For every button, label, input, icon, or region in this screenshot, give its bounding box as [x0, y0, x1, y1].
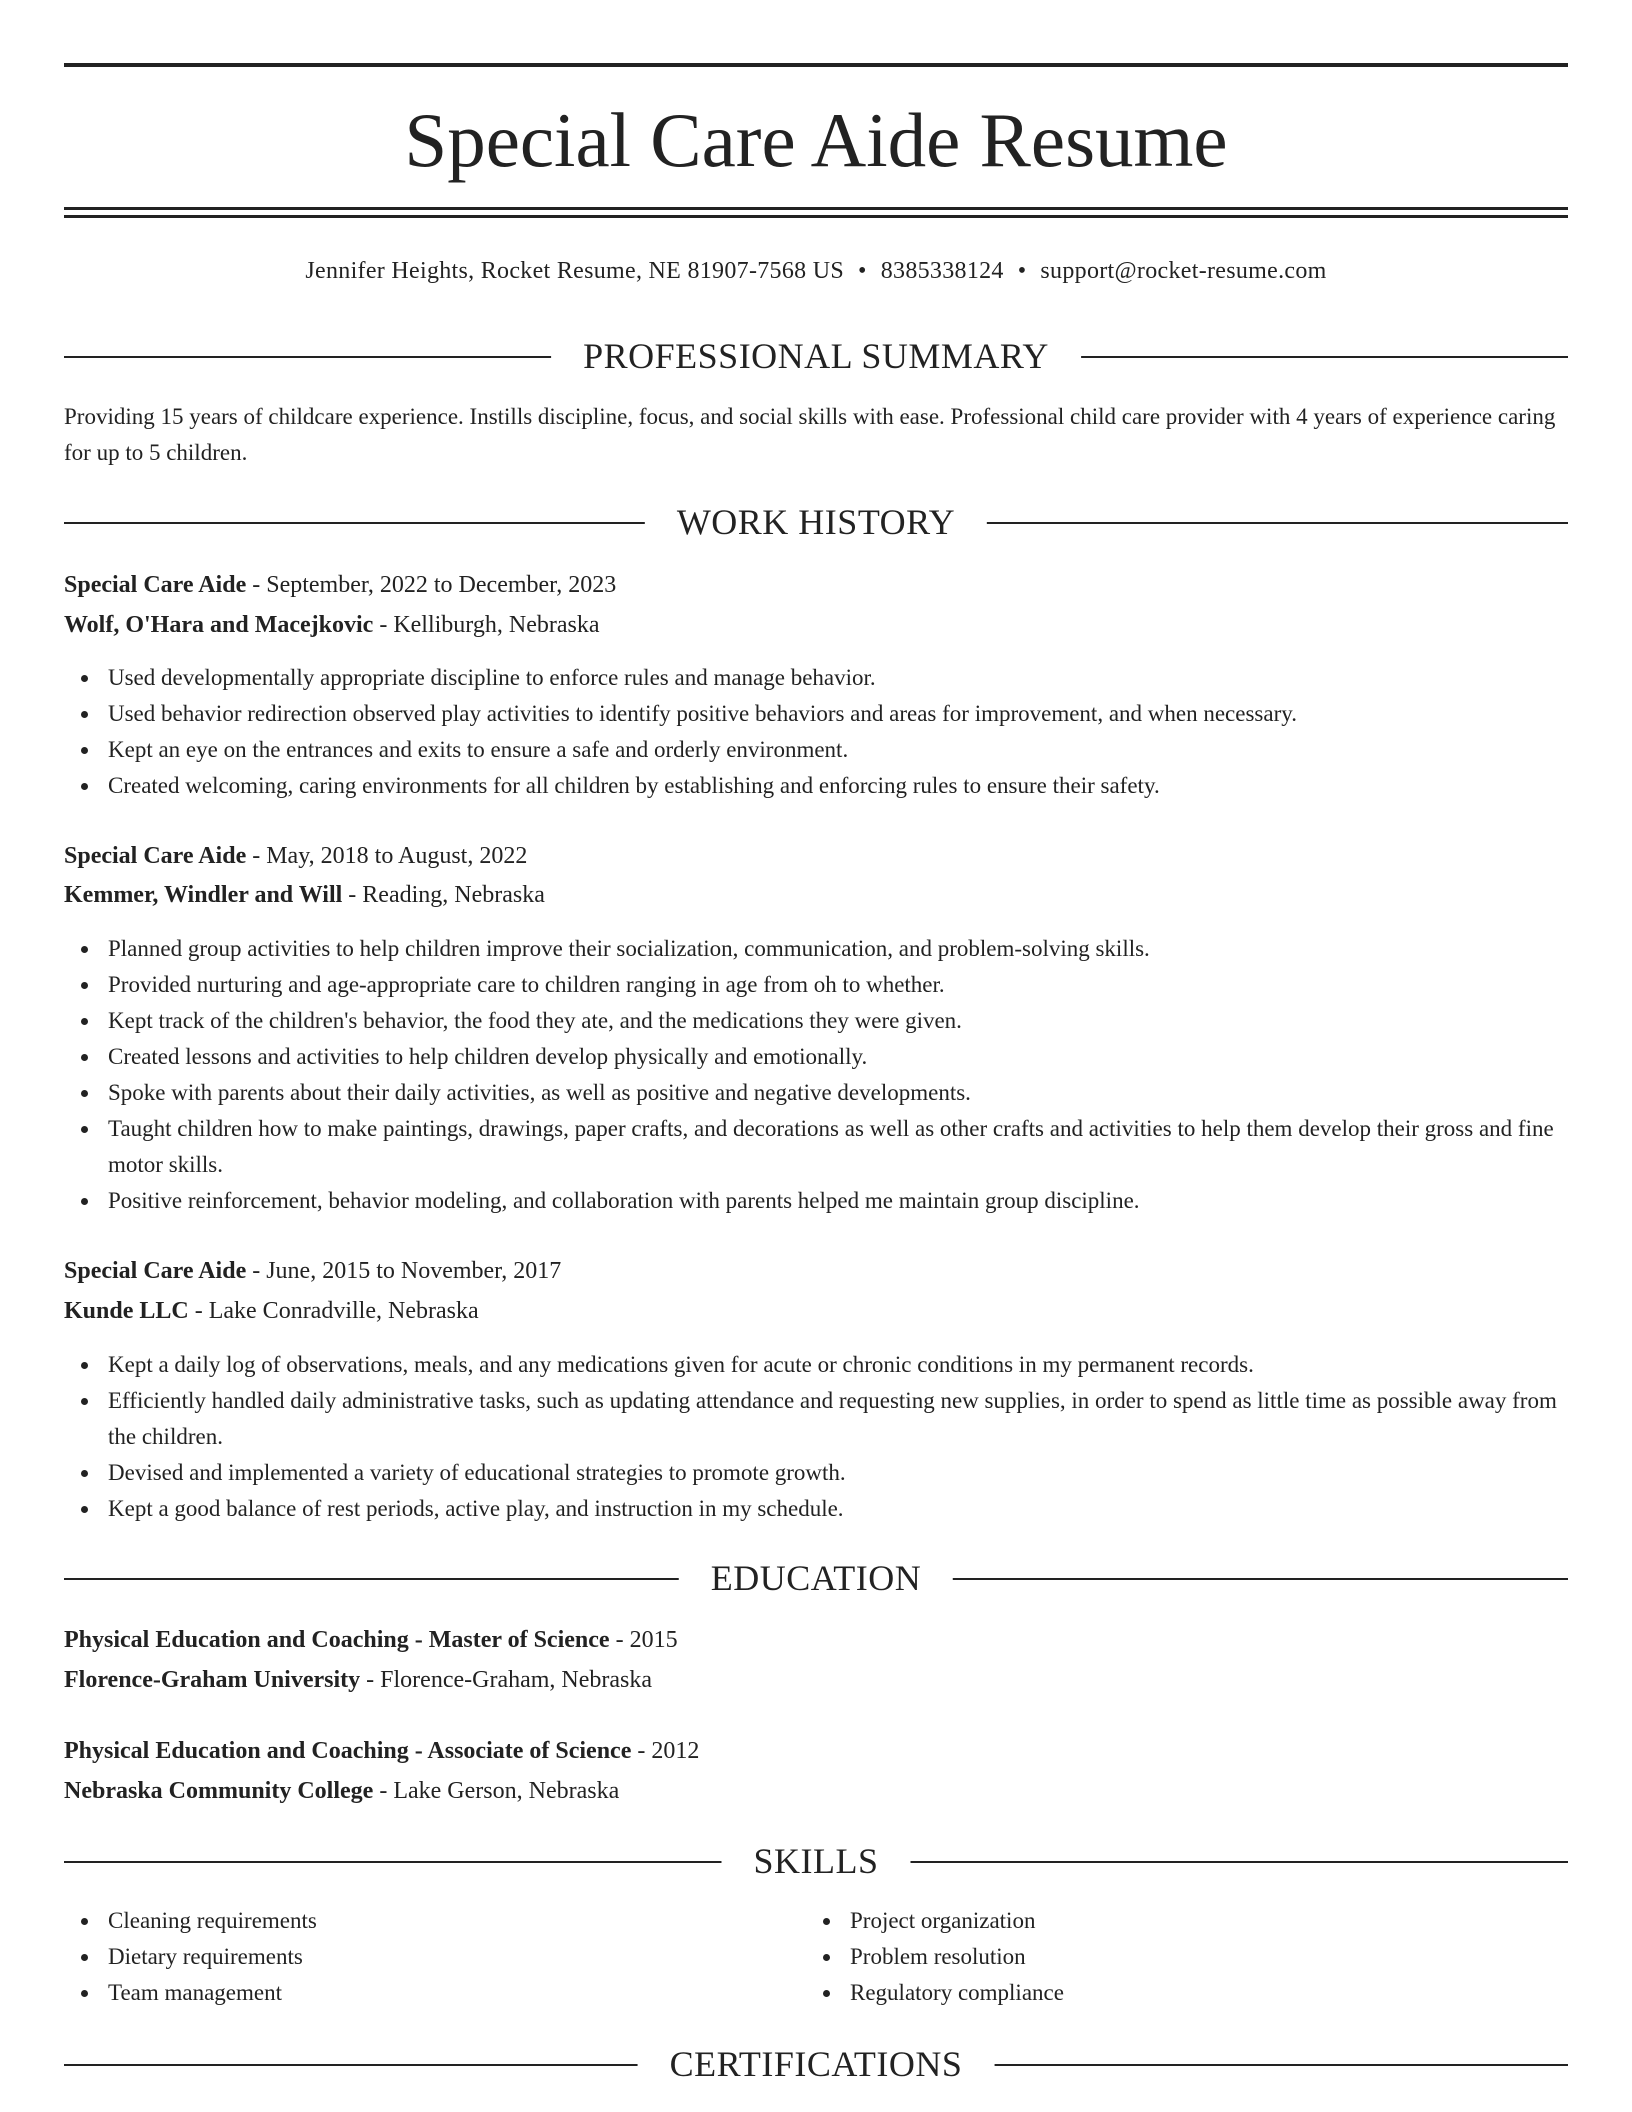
job-title: Special Care Aide [64, 572, 247, 598]
list-item: Team management [64, 1975, 764, 2011]
job-title-line [64, 567, 1568, 603]
dash: - [373, 1778, 394, 1804]
dash: - [373, 612, 394, 638]
list-item: Kept a daily log of observations, meals, and any medications given for acute or chronic conditions in my permanent records. [64, 1347, 1568, 1383]
list-item: Used developmentally appropriate discipline to enforce rules and manage behavior. [64, 660, 1568, 696]
job-company: Kemmer, Windler and Will [64, 882, 343, 908]
contact-separator: • [1017, 258, 1027, 284]
contact-line [64, 254, 1568, 288]
job-title-line [64, 1253, 1568, 1289]
job-dates: May, 2018 to August, 2022 [266, 843, 528, 869]
education-year: 2015 [629, 1627, 678, 1653]
summary-text: Providing 15 years of childcare experience. Instills discipline, focus, and social skills with ease. Professional child care provider with 4 years of experience caring for up to 5 children. [64, 404, 1556, 465]
education-location: Lake Gerson, Nebraska [393, 1778, 620, 1804]
job-company-line [64, 1293, 1568, 1329]
job-location: Lake Conradville, Nebraska [208, 1298, 479, 1324]
contact-email: support@rocket-resume.com [1040, 258, 1327, 284]
list-item: Created welcoming, caring environments for all children by establishing and enforcing rules to ensure their safety. [64, 768, 1568, 804]
list-item: Positive reinforcement, behavior modeling, and collaboration with parents helped me maintain group discipline. [64, 1183, 1568, 1219]
list-item: Dietary requirements [64, 1939, 764, 1975]
education-school: Florence-Graham University [64, 1667, 361, 1693]
education-year: 2012 [651, 1738, 700, 1764]
list-item: Project organization [806, 1903, 1506, 1939]
list-item: Provided nurturing and age-appropriate care to children ranging in age from oh to whether. [64, 967, 1568, 1003]
job-title-line [64, 838, 1568, 874]
section-heading-summary [64, 336, 1568, 376]
list-item: Created lessons and activities to help children develop physically and emotionally. [64, 1039, 1568, 1075]
list-item: Taught children how to make paintings, drawings, paper crafts, and decorations as well as other crafts and activities to help them develop their gross and fine motor skills. [64, 1111, 1568, 1183]
list-item: Efficiently handled daily administrative tasks, such as updating attendance and requesting new supplies, in order to spend as little time as possible away from the children. [64, 1383, 1568, 1455]
section-title: PROFESSIONAL SUMMARY [551, 336, 1081, 376]
section-title: WORK HISTORY [645, 502, 987, 542]
section-heading-certifications [64, 2044, 1568, 2084]
title-rule-lower [64, 215, 1568, 218]
job-company-line [64, 877, 1568, 913]
dash: - [246, 843, 267, 869]
job-dates: June, 2015 to November, 2017 [266, 1258, 562, 1284]
education-school: Nebraska Community College [64, 1778, 374, 1804]
list-item: Regulatory compliance [806, 1975, 1506, 2011]
dash: - [246, 1258, 267, 1284]
dash: - [342, 882, 363, 908]
page-title: Special Care Aide Resume [404, 97, 1228, 183]
education-degree: Physical Education and Coaching - Master of Science [64, 1627, 610, 1653]
education-degree: Physical Education and Coaching - Associate of Science [64, 1738, 632, 1764]
job-bullets [64, 1347, 1568, 1527]
list-item: Spoke with parents about their daily activities, as well as positive and negative developments. [64, 1075, 1568, 1111]
dash: - [188, 1298, 209, 1324]
section-title: CERTIFICATIONS [638, 2044, 995, 2084]
job-dates: September, 2022 to December, 2023 [266, 572, 617, 598]
job-location: Kelliburgh, Nebraska [393, 612, 600, 638]
dash: - [360, 1667, 381, 1693]
list-item: Used behavior redirection observed play activities to identify positive behaviors and areas for improvement, and when necessary. [64, 696, 1568, 732]
education-degree-line [64, 1733, 1568, 1769]
education-school-line [64, 1662, 1568, 1698]
list-item: Problem resolution [806, 1939, 1506, 1975]
education-school-line [64, 1773, 1568, 1809]
job-title: Special Care Aide [64, 843, 247, 869]
contact-separator: • [858, 258, 867, 284]
section-heading-skills [64, 1841, 1568, 1881]
job-company: Kunde LLC [64, 1298, 189, 1324]
list-item: Kept a good balance of rest periods, active play, and instruction in my schedule. [64, 1491, 1568, 1527]
section-heading-education [64, 1558, 1568, 1598]
job-company-line [64, 607, 1568, 643]
list-item: Cleaning requirements [64, 1903, 764, 1939]
list-item: Kept an eye on the entrances and exits to ensure a safe and orderly environment. [64, 732, 1568, 768]
dash: - [631, 1738, 652, 1764]
section-title: SKILLS [721, 1841, 910, 1881]
education-degree-line [64, 1622, 1568, 1658]
top-rule [64, 63, 1568, 67]
education-location: Florence-Graham, Nebraska [380, 1667, 653, 1693]
dash: - [609, 1627, 630, 1653]
section-title: EDUCATION [679, 1558, 953, 1598]
job-bullets [64, 931, 1568, 1219]
contact-address: Jennifer Heights, Rocket Resume, NE 81907-7568 US [305, 258, 845, 284]
list-item: Planned group activities to help children improve their socialization, communication, and problem-solving skills. [64, 931, 1568, 967]
list-item: Kept track of the children's behavior, the food they ate, and the medications they were given. [64, 1003, 1568, 1039]
job-title: Special Care Aide [64, 1258, 247, 1284]
job-location: Reading, Nebraska [362, 882, 545, 908]
skills-list-right [806, 1903, 1506, 2011]
dash: - [246, 572, 267, 598]
job-bullets [64, 660, 1568, 804]
contact-phone: 8385338124 [880, 258, 1004, 284]
title-rule-upper [64, 207, 1568, 210]
section-heading-work-history [64, 502, 1568, 542]
job-company: Wolf, O'Hara and Macejkovic [64, 612, 374, 638]
list-item: Devised and implemented a variety of educational strategies to promote growth. [64, 1455, 1568, 1491]
skills-list-left [64, 1903, 764, 2011]
